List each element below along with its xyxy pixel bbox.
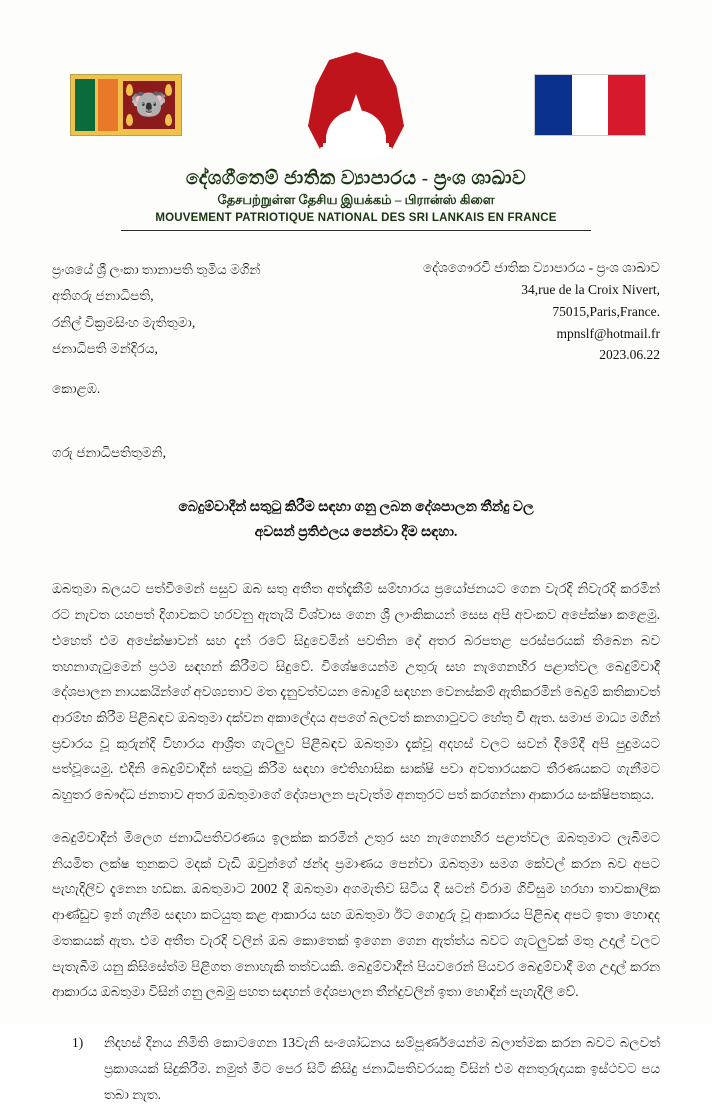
emblem-base-lower [320,147,392,158]
list-item-text: නිදහස් දිනය නිමිති කොටගෙන 13වැනි සංශෝධනය සම්පූර්ණයෙන්ම බලාත්මක කරන බවට බලවත් ප්‍රකාශයක් සිදුකිරීම. නමුත් මීට පෙර සිටි කිසිදු ජනාධිපතිවරයකු විසින් එම අනතුරුදායක ඉස්ථවට පය තබා නැත. [104,1035,660,1102]
flag-green-band [75,79,95,131]
sender-address [423,257,660,403]
recipient-address [52,257,260,403]
sender-line-3: 75015,Paris,France. [552,303,660,319]
letterhead-divider [121,230,591,231]
emblem-stupa-shape [320,98,392,160]
org-title-tamil: தேசபற்றுள்ள தேசிய இயக்கம் – பிரான்ஸ் கிளை [217,192,495,207]
list-item-number: 1) [72,1035,84,1051]
numbered-list [0,1022,712,1107]
letter-date: 2023.06.22 [599,347,660,363]
list-item [72,1030,660,1107]
salutation: ගරු ජනාධිපතිතුමනි, [52,444,166,460]
emblem-pillar-1 [326,135,330,147]
emblem-pillar-4 [370,135,374,147]
emblem-pillar-3 [354,135,358,147]
lion-icon: 🐨 [130,88,168,121]
subject-line-2: අවසන් ප්‍රතිඵලය පෙන්වා දීම සඳහා. [254,525,458,541]
emblem-pillar-2 [338,135,342,147]
france-flag-red [608,75,645,135]
letter-body [0,546,712,1005]
emblem-pillar-5 [382,135,386,147]
emblem-row [0,52,712,164]
recipient-spacer [52,362,260,376]
flag-maroon-field [121,79,177,131]
sender-email[interactable]: mpnslf@hotmail.fr [556,325,660,341]
recipient-line-2: අතිගරු ජනාධිපති, [52,288,154,304]
recipient-line-1: ප්‍රංශයේ ශ්‍රී ලංකා තානාපති තුමිය මගින් [52,262,261,277]
subject-heading [0,495,712,547]
stupa-emblem-icon [296,52,416,164]
flag-orange-band [98,79,118,131]
france-flag-white [572,75,609,135]
sender-line-2: 34,rue de la Croix Nivert, [521,281,660,297]
subject-line-1: බෙදුම්වාදීන් සතුටු කිරීම සඳහා ගනු ලබන දේශපාලන තීන්දු වල [178,499,534,515]
body-paragraph-2: බෙදුම්වාදීන් මිලෙග ජනාධිපතිවරණය ඉලක්ක කරමින් උතුර සහ නැගෙනහිර පළාත්වල ඔබතුමාට ලැබීමට නියමිත ලක්ෂ තුනකට මදක් වැඩි ඔවුන්ගේ ඡන්ද ප්‍රමාණය පෙන්වා ඔබතුමා සමග කේවල් කරන බව අපට පැහැදිලිව දැනෙන හඩක. ඔබතුමාට 2002 දී ඔබතුමා අගමැතිව සිටිය දී සටන් විරාම ගිවිසුම හරහා තාවකාලික ආණ්ඩුව ඉන් ගැනීම සඳහා කටයුතු කළ ආකාරය සහ ඔබතුමා ඊට ගොදුරු වූ ආකාරය පිළිබඳ අපට ඉතා හොඳද මතකයක් ඇත. එම අතීත වැරදි වලින් ඔබ කොතෙක් ඉගෙන ගෙන ඇත්ත්ය බවට ගැටලුවක් මතු උදාල් වලට පැතැබීම යනු කිසිසේත්ම පිළිගත නොහැකි තත්වයකි. බෙදුම්වාදීන් පියවරෙන් පියවර බෙදුම්වාදී මග උදාල් කරන ආකාරය ඔබතුමා විසින් ගනු ලබමු පහත සඳහන් දේශපාලන තීන්දුවලින් ඉතා හොඳින් පැහැදිලි වේ. [52,829,660,1000]
letterhead [0,0,712,231]
sri-lanka-flag-icon [70,74,182,136]
recipient-line-3: රනිල් වික්‍රමසිංහ මැතිතුමා, [52,314,196,330]
sender-line-1: දේශගෞරවී ජාතික ව්‍යාපාරය - ප්‍රංශ ශාඛාව [422,260,660,275]
address-block [0,231,712,403]
france-flag-icon [534,74,646,136]
body-paragraph-1: ඔබතුමා බලයට පත්වීමෙන් පසුව ඔබ සතු අතීත අත්දැකීම් සම්භාරය ප්‍රයෝජනයට ගෙන වැරදි නිවැරදි කරමින් රට නැවත යහපත් දිගාවකට හරවනු ඇතැයි විශ්වාස ගෙන ශ්‍රී ලාංකිකයන් සෙස අපි අවංකව අපේක්ෂා කළෙමු. එහෙත් එම අපේක්ෂාවන් සහ දැන් රටේ සිදුවෙමින් පවතින දේ අතර බරපතළ පරස්පරයක් තිබෙන බව තහනාගැටුමෙන් ප්‍රථම සඳහන් කිරීමට සිදුවේ. විශේෂයෙන්ම උතුරු සහ නැගෙනහිර පළාත්වල බෙදුම්වාදී දේශපාලන නායකයින්ගේ අවශ්‍යතාව මත දැනුවත්වයන බොදුම් සඳහන වෙනස්කම් ඇතිකරමින් බෙදුම් කතිකාවත් ආරම්භ කිරීම පිළිබඳව ඔබතුමා දක්වන අකාලේදය අපගේ බලවත් කනගාටුවට හේතු වී ඇත. සමාජ මාධ්‍ය මගින් ප්‍රචාරය වූ කුරුන්දි විහාරය ආශ්‍රිත ගැටලුව පිළිබඳව ඔබතුමා දැක්වූ අදහස් වලට සවන් දීමේදී අපි පුදුමයට පත්වූයෙමු. එදිනි බෙදුම්වාදීන් සතුටු කිරීම සඳහා ඓතිහාසික සාක්ෂි පවා අවතාරයකට තීරණයකට ගැනීමට බහුතර බෞද්ධ ජනතාව අතර ඔබතුමාගේ දේශපාලන පැවැත්ම අනතුරට පත් කරගන්නා ආකාරය සංක්ෂිපතකුය. [52,581,660,803]
recipient-line-5: කොළඹ. [52,381,101,397]
recipient-line-4: ජනාධිපති මන්දිරය, [52,340,158,356]
org-title-french: MOUVEMENT PATRIOTIQUE NATIONAL DES SRI LANKAIS EN FRANCE [155,212,557,224]
org-title-sinhala: දේශගීතෙම් ජාතික ව්‍යාපාරය - ප්‍රංශ ශාඛාව [185,168,527,189]
france-flag-blue [535,75,572,135]
